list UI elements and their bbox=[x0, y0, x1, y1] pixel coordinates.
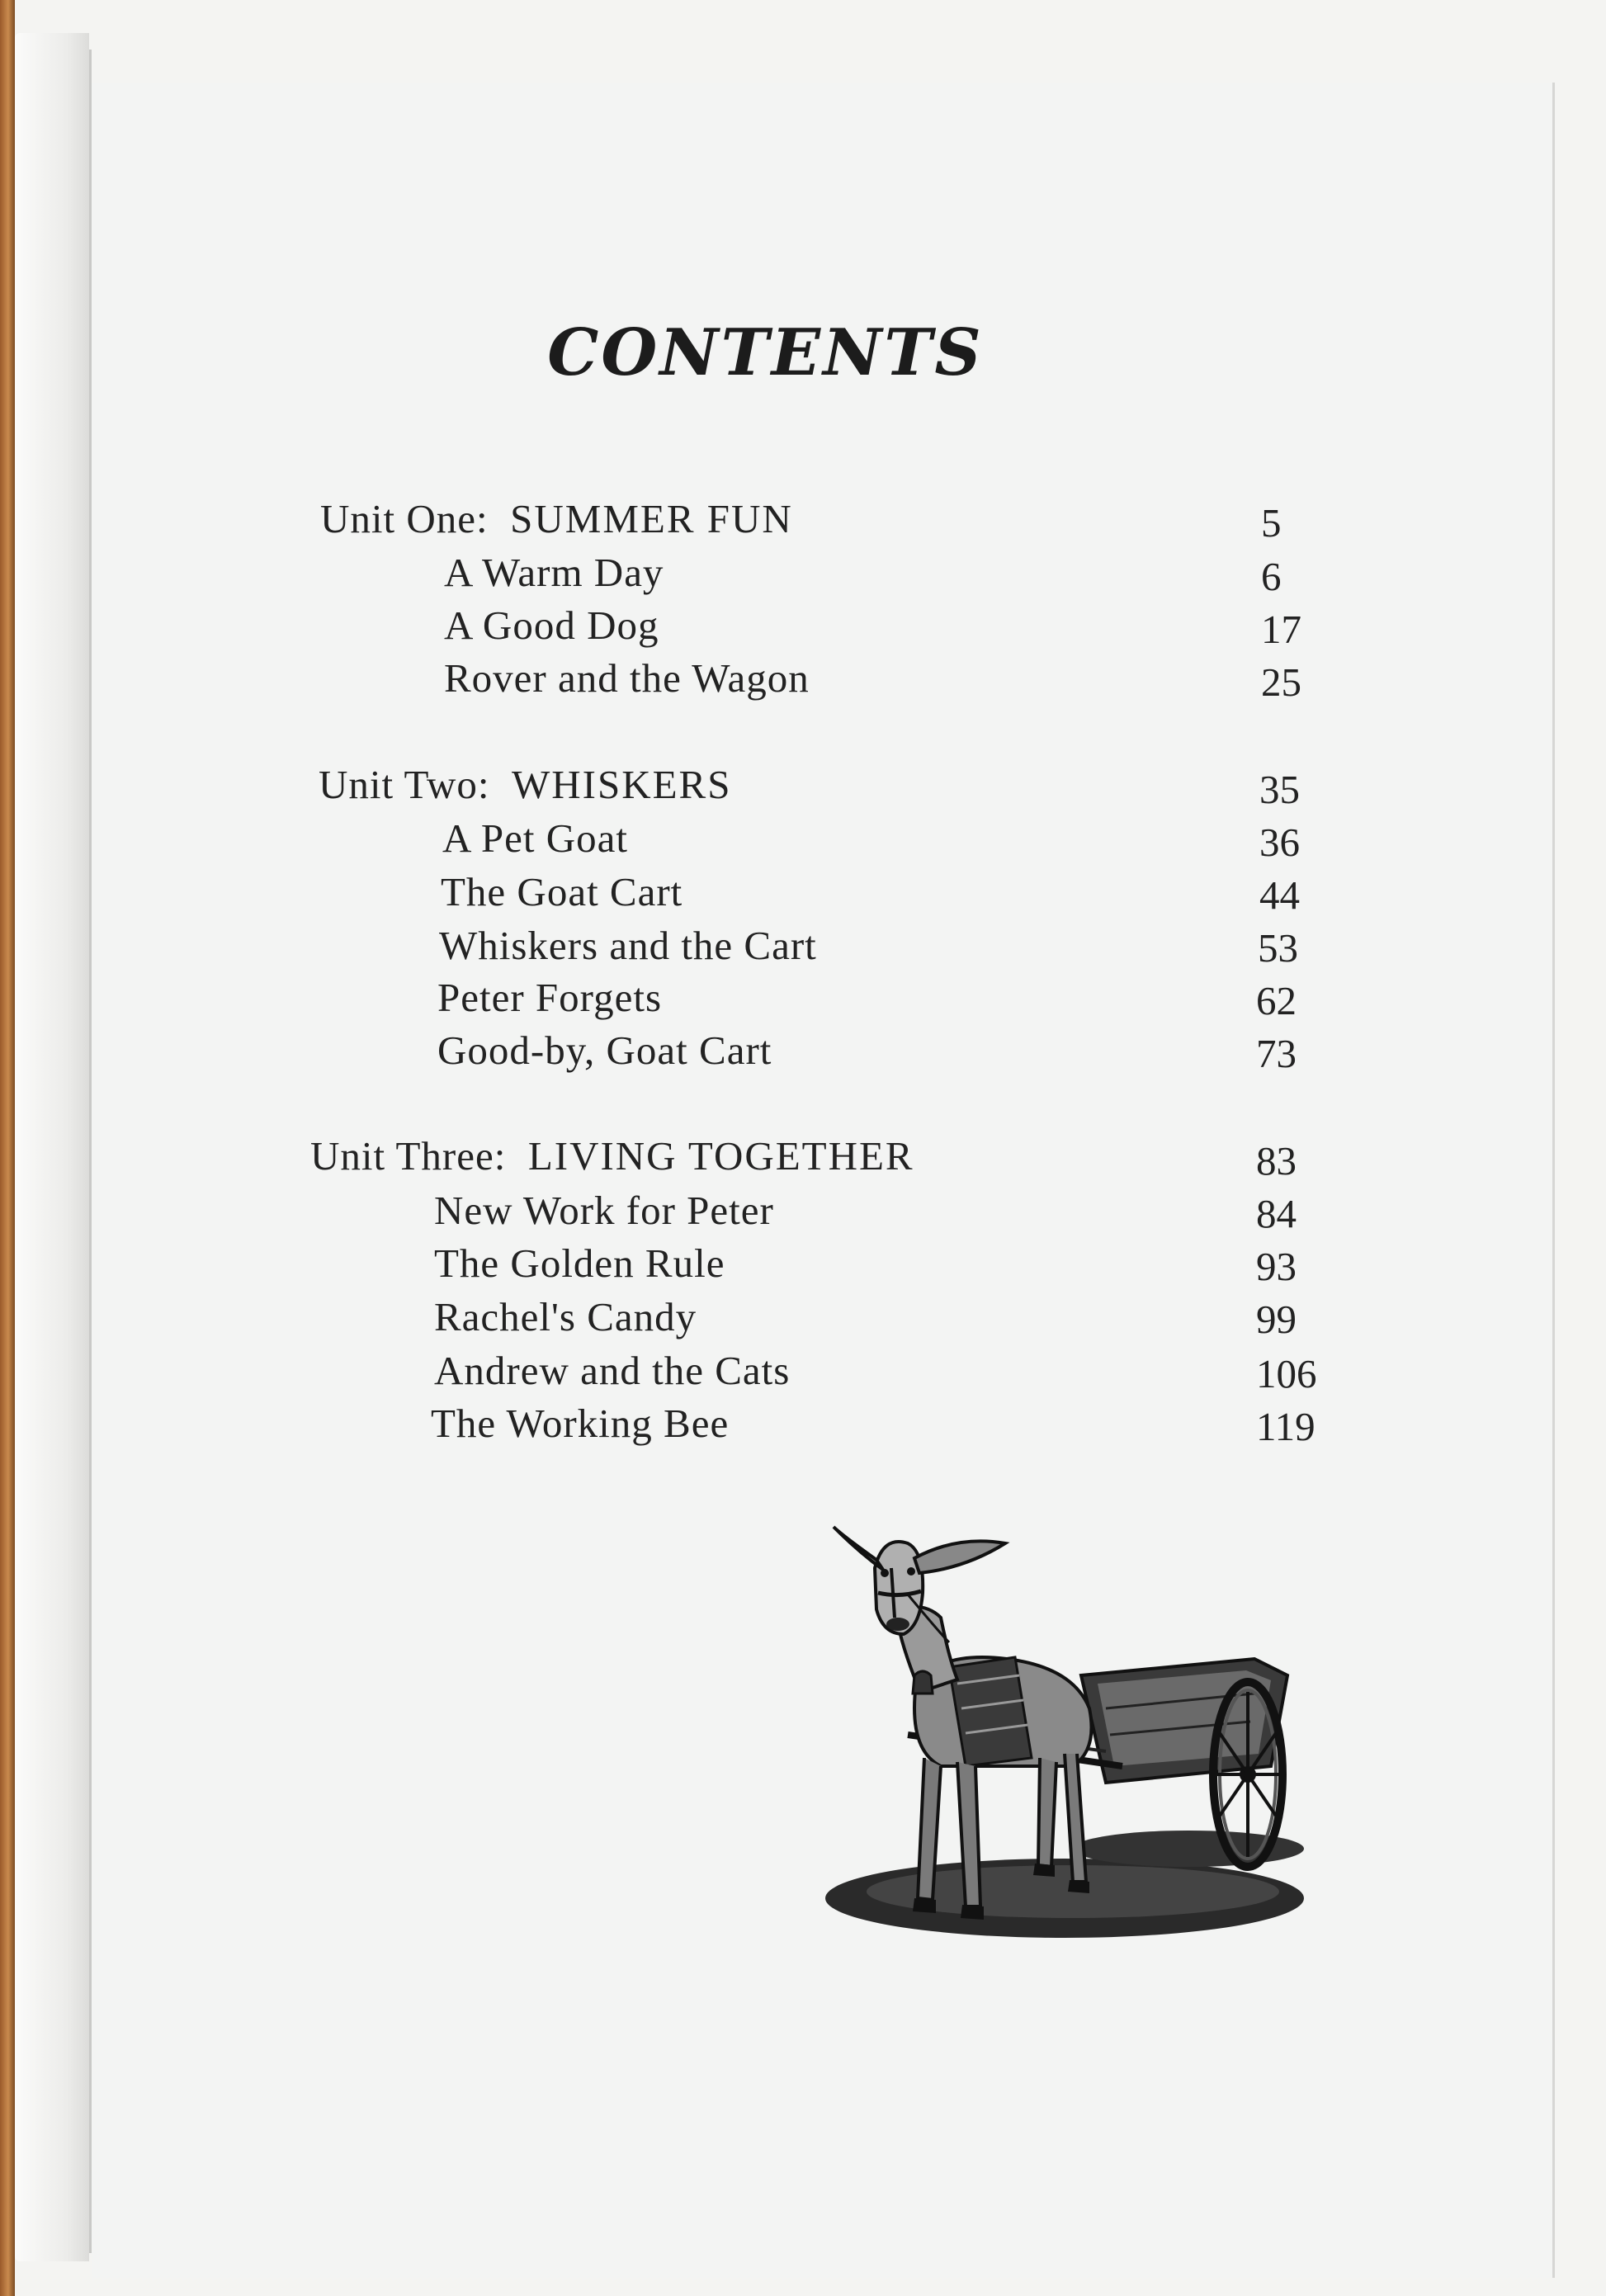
story-page-number: 99 bbox=[1256, 1297, 1297, 1342]
story-title: Whiskers and the Cart bbox=[439, 923, 817, 968]
story-title: Good-by, Goat Cart bbox=[437, 1028, 772, 1073]
unit-heading bbox=[319, 761, 731, 814]
unit-heading bbox=[310, 1132, 914, 1185]
story-title: A Warm Day bbox=[444, 550, 664, 595]
unit-heading bbox=[320, 495, 793, 548]
story-title: A Good Dog bbox=[444, 602, 659, 648]
unit-page-number: 5 bbox=[1261, 500, 1282, 546]
unit-page-number: 35 bbox=[1259, 767, 1300, 812]
story-page-number: 119 bbox=[1256, 1404, 1316, 1449]
story-title: The Golden Rule bbox=[434, 1240, 725, 1286]
story-page-number: 17 bbox=[1261, 607, 1301, 652]
unit-prefix: Unit Two: bbox=[319, 762, 490, 807]
unit-prefix: Unit Three: bbox=[310, 1133, 507, 1179]
unit-name: LIVING TOGETHER bbox=[527, 1133, 914, 1179]
story-title: Andrew and the Cats bbox=[434, 1348, 791, 1393]
unit-prefix: Unit One: bbox=[320, 496, 489, 541]
story-page-number: 93 bbox=[1256, 1244, 1297, 1289]
unit-name: WHISKERS bbox=[512, 762, 732, 807]
story-page-number: 62 bbox=[1256, 978, 1297, 1023]
story-title: Peter Forgets bbox=[437, 975, 663, 1020]
goat-cart-illustration bbox=[825, 1519, 1320, 1964]
story-page-number: 6 bbox=[1261, 554, 1282, 599]
story-title: The Working Bee bbox=[431, 1401, 730, 1446]
story-title: The Goat Cart bbox=[441, 869, 683, 914]
story-title: Rachel's Candy bbox=[434, 1294, 697, 1339]
story-page-number: 44 bbox=[1259, 872, 1300, 918]
story-page-number: 36 bbox=[1259, 820, 1300, 865]
story-title: A Pet Goat bbox=[442, 815, 629, 861]
story-page-number: 84 bbox=[1256, 1191, 1297, 1236]
story-page-number: 106 bbox=[1256, 1351, 1317, 1396]
story-page-number: 53 bbox=[1258, 925, 1298, 971]
page-title: CONTENTS bbox=[547, 315, 984, 390]
story-page-number: 73 bbox=[1256, 1031, 1297, 1076]
unit-name: SUMMER FUN bbox=[510, 496, 793, 541]
unit-page-number: 83 bbox=[1256, 1138, 1297, 1183]
story-title: New Work for Peter bbox=[434, 1188, 774, 1233]
story-page-number: 25 bbox=[1261, 659, 1301, 705]
story-title: Rover and the Wagon bbox=[444, 655, 810, 701]
